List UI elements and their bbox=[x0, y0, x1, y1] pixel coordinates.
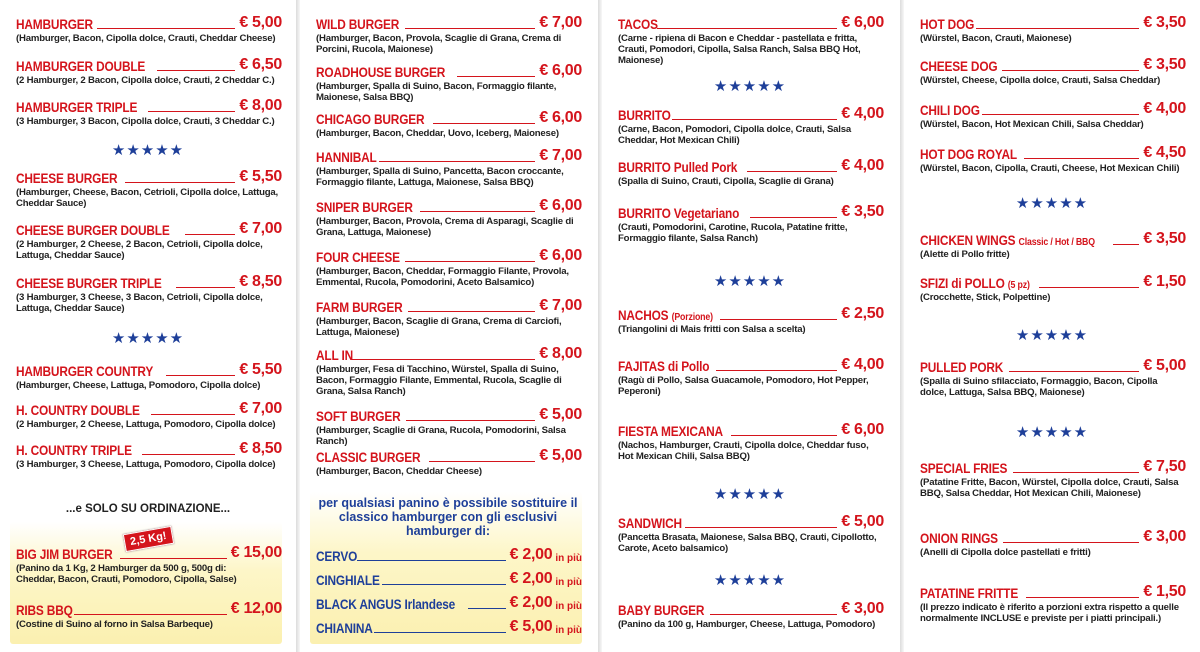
item-description: (3 Hamburger, 3 Cheese, Lattuga, Pomodoro, Cipolla dolce) bbox=[16, 459, 276, 470]
item-price: € 6,00 bbox=[841, 14, 884, 31]
leader-line bbox=[468, 608, 506, 609]
item-description: (Panino da 100 g, Hamburger, Cheese, Lattuga, Pomodoro) bbox=[618, 619, 876, 630]
item-description: (Würstel, Cheese, Cipolla dolce, Crauti, Salsa Cheddar) bbox=[920, 75, 1161, 86]
item-description: (Hamburger, Bacon, Cheddar, Uovo, Iceberg, Maionese) bbox=[316, 128, 559, 139]
leader-line bbox=[151, 414, 236, 415]
menu-item bbox=[16, 97, 282, 127]
menu-item bbox=[316, 62, 582, 103]
item-price: € 6,00 bbox=[539, 197, 582, 214]
leader-line bbox=[672, 119, 837, 120]
leader-line bbox=[176, 287, 236, 288]
menu-item bbox=[618, 203, 884, 244]
leader-line bbox=[405, 261, 535, 262]
substitute-price: € 2,00 bbox=[509, 546, 553, 563]
item-name: FIESTA MEXICANA bbox=[618, 424, 723, 439]
item-description: (Hamburger, Bacon, Scaglie di Grana, Crema di Carciofi, Lattuga, Maionese) bbox=[316, 316, 562, 338]
menu-item bbox=[920, 14, 1186, 44]
leader-line bbox=[166, 375, 235, 376]
item-name: HANNIBAL bbox=[316, 150, 377, 165]
substitute-item bbox=[316, 618, 582, 636]
item-price: € 1,50 bbox=[1143, 273, 1186, 290]
item-name: ALL IN bbox=[316, 348, 354, 363]
leader-line bbox=[429, 461, 536, 462]
leader-line bbox=[1002, 70, 1139, 71]
leader-line bbox=[720, 319, 838, 320]
item-description: (Hamburger, Scaglie di Grana, Rucola, Pomodorini, Salsa Ranch) bbox=[316, 425, 566, 447]
item-name: HAMBURGER TRIPLE bbox=[16, 100, 138, 115]
menu-column-special-burgers bbox=[300, 0, 596, 652]
item-price: € 5,00 bbox=[539, 406, 582, 423]
item-price: € 2,50 bbox=[841, 305, 884, 322]
extra-suffix: in più bbox=[555, 577, 582, 588]
menu-item bbox=[920, 56, 1186, 86]
item-price: € 5,00 bbox=[539, 447, 582, 464]
item-price: € 7,00 bbox=[539, 147, 582, 164]
substitute-name: BLACK ANGUS Irlandese bbox=[316, 597, 456, 612]
item-name: ROADHOUSE BURGER bbox=[316, 65, 446, 80]
weight-badge: 2,5 Kg! bbox=[123, 526, 174, 552]
item-description: (Hamburger, Bacon, Cheddar Cheese) bbox=[316, 466, 482, 477]
item-description: (Alette di Pollo fritte) bbox=[920, 249, 1010, 260]
leader-line bbox=[1113, 244, 1140, 245]
item-name: CHICAGO BURGER bbox=[316, 112, 425, 127]
item-name-qualifier: Classic / Hot / BBQ bbox=[1018, 237, 1095, 248]
menu-item bbox=[16, 273, 282, 314]
item-description: (Carne, Bacon, Pomodori, Cipolla dolce, Crauti, Salsa Cheddar, Hot Mexican Chili) bbox=[618, 124, 852, 146]
leader-line bbox=[1003, 542, 1140, 543]
item-name: CHEESE DOG bbox=[920, 59, 998, 74]
item-description: (Würstel, Bacon, Crauti, Maionese) bbox=[920, 33, 1072, 44]
item-description: (Hamburger, Cheese, Bacon, Cetrioli, Cipolla dolce, Lattuga, Cheddar Sauce) bbox=[16, 187, 279, 209]
item-price: € 8,50 bbox=[239, 440, 282, 457]
leader-line bbox=[125, 182, 235, 183]
item-description: (Ragù di Pollo, Salsa Guacamole, Pomodoro, Hot Pepper, Peperoni) bbox=[618, 375, 869, 397]
menu-item bbox=[316, 147, 582, 188]
leader-line bbox=[1013, 472, 1139, 473]
item-name: SPECIAL FRIES bbox=[920, 461, 1008, 476]
item-description: (Hamburger, Bacon, Provola, Scaglie di Grana, Crema di Porcini, Rucola, Maionese) bbox=[316, 33, 562, 55]
menu-item bbox=[618, 513, 884, 554]
item-description: (Hamburger, Bacon, Cheddar, Formaggio Filante, Provola, Emmental, Rucola, Pomodorini, Aceto Balsamico) bbox=[316, 266, 569, 288]
menu-item bbox=[16, 544, 282, 585]
stars-divider: ★★★★★ bbox=[713, 486, 787, 503]
item-description: (Il prezzo indicato è riferito a porzioni extra rispetto a quelle normalmente INCLUSE e previste per i piatti principali.) bbox=[920, 602, 1179, 624]
substitute-item bbox=[316, 570, 582, 588]
leader-line bbox=[357, 560, 506, 561]
menu-item bbox=[920, 528, 1186, 558]
leader-line bbox=[379, 161, 535, 162]
item-description: (2 Hamburger, 2 Cheese, Lattuga, Pomodoro, Cipolla dolce) bbox=[16, 419, 276, 430]
item-price: € 15,00 bbox=[230, 544, 282, 561]
item-description: (Spalla di Suino, Crauti, Cipolla, Scaglie di Grana) bbox=[618, 176, 834, 187]
menu-item bbox=[316, 297, 582, 338]
menu-item bbox=[618, 356, 884, 397]
item-description: (2 Hamburger, 2 Cheese, 2 Bacon, Cetrioli, Cipolla dolce, Lattuga, Cheddar Sauce) bbox=[16, 239, 263, 261]
item-name-qualifier: (5 pz) bbox=[1007, 280, 1030, 291]
item-price: € 7,50 bbox=[1143, 458, 1186, 475]
leader-line bbox=[710, 614, 837, 615]
leader-line bbox=[405, 28, 536, 29]
menu-item bbox=[618, 14, 884, 66]
item-price: € 6,00 bbox=[539, 247, 582, 264]
item-name: CHILI DOG bbox=[920, 103, 980, 118]
item-name: CHEESE BURGER TRIPLE bbox=[16, 276, 162, 291]
substitute-name: CINGHIALE bbox=[316, 573, 380, 588]
item-price: € 8,50 bbox=[239, 273, 282, 290]
menu-item bbox=[316, 345, 582, 397]
substitute-price: € 2,00 bbox=[509, 594, 553, 611]
leader-line bbox=[142, 454, 236, 455]
item-price: € 5,50 bbox=[239, 168, 282, 185]
leader-line bbox=[976, 28, 1140, 29]
item-description: (2 Hamburger, 2 Bacon, Cipolla dolce, Crauti, 2 Cheddar C.) bbox=[16, 75, 275, 86]
item-description: (Hamburger, Spalla di Suino, Bacon, Formaggio filante, Maionese, Salsa BBQ) bbox=[316, 81, 557, 103]
item-price: € 4,00 bbox=[1143, 100, 1186, 117]
menu-item bbox=[920, 273, 1186, 303]
leader-line bbox=[747, 171, 837, 172]
menu-item bbox=[920, 144, 1186, 174]
item-description: (Hamburger, Spalla di Suino, Pancetta, Bacon croccante, Formaggio filante, Lattuga, Maionese, Salsa BBQ) bbox=[316, 166, 564, 188]
item-description: (Patatine Fritte, Bacon, Würstel, Cipolla dolce, Crauti, Salsa BBQ, Salsa Cheddar, Hot Mexican Chili, Maionese) bbox=[920, 477, 1179, 499]
item-description: (3 Hamburger, 3 Bacon, Cipolla dolce, Crauti, 3 Cheddar C.) bbox=[16, 116, 275, 127]
item-name: H. COUNTRY TRIPLE bbox=[16, 443, 132, 458]
stars-divider: ★★★★★ bbox=[1015, 195, 1089, 212]
menu-item bbox=[920, 230, 1186, 260]
stars-divider: ★★★★★ bbox=[111, 142, 185, 159]
leader-line bbox=[457, 76, 536, 77]
item-name: SANDWICH bbox=[618, 516, 682, 531]
item-name: BABY BURGER bbox=[618, 603, 705, 618]
leader-line bbox=[74, 614, 226, 615]
item-name: PULLED PORK bbox=[920, 360, 1004, 375]
item-name-main: CHICKEN WINGS bbox=[920, 233, 1016, 248]
item-price: € 3,00 bbox=[1143, 528, 1186, 545]
item-price: € 5,00 bbox=[841, 513, 884, 530]
menu-item bbox=[618, 105, 884, 146]
stars-divider: ★★★★★ bbox=[1015, 327, 1089, 344]
leader-line bbox=[408, 311, 535, 312]
item-description: (Crocchette, Stick, Polpettine) bbox=[920, 292, 1051, 303]
menu-item bbox=[618, 421, 884, 462]
item-name: H. COUNTRY DOUBLE bbox=[16, 403, 140, 418]
menu-item bbox=[16, 400, 282, 430]
menu-item bbox=[316, 406, 582, 447]
item-name: HAMBURGER DOUBLE bbox=[16, 59, 146, 74]
stars-divider: ★★★★★ bbox=[713, 273, 787, 290]
menu-item bbox=[16, 600, 282, 630]
menu-item bbox=[920, 583, 1186, 624]
item-price: € 4,00 bbox=[841, 356, 884, 373]
leader-line bbox=[1024, 158, 1139, 159]
item-description: (Würstel, Bacon, Cipolla, Crauti, Cheese, Hot Mexican Chili) bbox=[920, 163, 1180, 174]
item-price: € 3,50 bbox=[841, 203, 884, 220]
menu-item bbox=[618, 157, 884, 187]
item-price: € 1,50 bbox=[1143, 583, 1186, 600]
leader-line bbox=[185, 234, 236, 235]
substitute-price: € 5,00 bbox=[509, 618, 553, 635]
stars-divider: ★★★★★ bbox=[111, 330, 185, 347]
menu-item bbox=[920, 458, 1186, 499]
item-price: € 7,00 bbox=[539, 297, 582, 314]
item-name: WILD BURGER bbox=[316, 17, 400, 32]
menu-column-hotdogs-sides bbox=[904, 0, 1200, 652]
menu-item bbox=[16, 168, 282, 209]
leader-line bbox=[716, 370, 838, 371]
item-price: € 4,00 bbox=[841, 105, 884, 122]
item-price: € 7,00 bbox=[539, 14, 582, 31]
leader-line bbox=[420, 211, 535, 212]
item-name: HOT DOG ROYAL bbox=[920, 147, 1017, 162]
leader-line bbox=[750, 217, 838, 218]
leader-line bbox=[1009, 371, 1140, 372]
item-name: TACOS bbox=[618, 17, 658, 32]
item-name: HAMBURGER COUNTRY bbox=[16, 364, 154, 379]
leader-line bbox=[374, 632, 505, 633]
item-name: RIBS BBQ bbox=[16, 603, 73, 618]
item-price: € 6,50 bbox=[239, 56, 282, 73]
item-description: (Hamburger, Bacon, Provola, Crema di Asparagi, Scaglie di Grana, Lattuga, Maionese) bbox=[316, 216, 574, 238]
item-description: (Hamburger, Fesa di Tacchino, Würstel, Spalla di Suino, Bacon, Formaggio Filante, Emmental, Rucola, Scaglie di Grana, Salsa Ranch) bbox=[316, 364, 562, 397]
stars-divider: ★★★★★ bbox=[713, 78, 787, 95]
extra-suffix: in più bbox=[555, 625, 582, 636]
item-price: € 6,00 bbox=[539, 62, 582, 79]
item-name bbox=[618, 308, 713, 323]
item-name: HOT DOG bbox=[920, 17, 975, 32]
item-description: (Hamburger, Cheese, Lattuga, Pomodoro, Cipolla dolce) bbox=[16, 380, 261, 391]
leader-line bbox=[1039, 287, 1140, 288]
item-name: BIG JIM BURGER bbox=[16, 547, 113, 562]
item-price: € 3,00 bbox=[841, 600, 884, 617]
item-price: € 8,00 bbox=[239, 97, 282, 114]
leader-line bbox=[657, 28, 837, 29]
extra-suffix: in più bbox=[555, 601, 582, 612]
item-description: (Spalla di Suino sfilacciato, Formaggio, Bacon, Cipolla dolce, Lattuga, Salsa BBQ, Maionese) bbox=[920, 376, 1158, 398]
substitute-name: CERVO bbox=[316, 549, 358, 564]
item-description: (Pancetta Brasata, Maionese, Salsa BBQ, Crauti, Cipollotto, Carote, Aceto balsamico) bbox=[618, 532, 877, 554]
item-description: (Nachos, Hamburger, Crauti, Cipolla dolce, Cheddar fuso, Hot Mexican Chili, Salsa BBQ) bbox=[618, 440, 869, 462]
item-description: (Hamburger, Bacon, Cipolla dolce, Crauti, Cheddar Cheese) bbox=[16, 33, 276, 44]
substitution-note: per qualsiasi panino è possibile sostituire il classico hamburger con gli esclusivi hamburger di: bbox=[318, 496, 578, 538]
item-name bbox=[920, 276, 1030, 291]
substitute-item bbox=[316, 594, 582, 612]
item-name: SNIPER BURGER bbox=[316, 200, 413, 215]
item-description: (Crauti, Pomodorini, Carotine, Rucola, Patatine fritte, Formaggio filante, Salsa Ranch) bbox=[618, 222, 848, 244]
item-price: € 8,00 bbox=[539, 345, 582, 362]
menu-item bbox=[16, 220, 282, 261]
item-name bbox=[920, 233, 1095, 248]
item-price: € 4,50 bbox=[1143, 144, 1186, 161]
menu-item bbox=[316, 247, 582, 288]
leader-line bbox=[97, 28, 235, 29]
item-name: FAJITAS di Pollo bbox=[618, 359, 710, 374]
substitute-name: CHIANINA bbox=[316, 621, 373, 636]
stars-divider: ★★★★★ bbox=[1015, 424, 1089, 441]
menu-item bbox=[16, 440, 282, 470]
menu-item bbox=[316, 447, 582, 477]
item-description: (Costine di Suino al forno in Salsa Barbeque) bbox=[16, 619, 213, 630]
item-price: € 3,50 bbox=[1143, 230, 1186, 247]
menu-item bbox=[316, 109, 582, 139]
item-description: (Anelli di Cipolla dolce pastellati e fritti) bbox=[920, 547, 1091, 558]
item-name: BURRITO Vegetariano bbox=[618, 206, 740, 221]
item-name: FOUR CHEESE bbox=[316, 250, 400, 265]
item-price: € 5,00 bbox=[239, 14, 282, 31]
item-name: CHEESE BURGER bbox=[16, 171, 118, 186]
item-name: SOFT BURGER bbox=[316, 409, 401, 424]
item-price: € 6,00 bbox=[539, 109, 582, 126]
leader-line bbox=[382, 584, 505, 585]
item-description: (Würstel, Bacon, Hot Mexican Chili, Salsa Cheddar) bbox=[920, 119, 1144, 130]
menu-column-burgers bbox=[0, 0, 296, 652]
leader-line bbox=[1026, 597, 1140, 598]
leader-line bbox=[148, 111, 236, 112]
item-name: CHEESE BURGER DOUBLE bbox=[16, 223, 170, 238]
menu-item bbox=[16, 14, 282, 44]
item-name-main: SFIZI di POLLO bbox=[920, 276, 1005, 291]
item-description: (Triangolini di Mais fritti con Salsa a scelta) bbox=[618, 324, 806, 335]
item-name: FARM BURGER bbox=[316, 300, 403, 315]
menu-item bbox=[16, 56, 282, 86]
leader-line bbox=[982, 114, 1139, 115]
item-price: € 3,50 bbox=[1143, 14, 1186, 31]
menu-item bbox=[920, 100, 1186, 130]
item-price: € 5,00 bbox=[1143, 357, 1186, 374]
menu-item bbox=[316, 14, 582, 55]
menu-item bbox=[316, 197, 582, 238]
leader-line bbox=[685, 527, 838, 528]
item-price: € 12,00 bbox=[230, 600, 282, 617]
item-name: HAMBURGER bbox=[16, 17, 93, 32]
leader-line bbox=[352, 359, 535, 360]
extra-suffix: in più bbox=[555, 553, 582, 564]
item-name: PATATINE FRITTE bbox=[920, 586, 1019, 601]
menu-item bbox=[920, 357, 1186, 398]
item-description: (Panino da 1 Kg, 2 Hamburger da 500 g, 500g di: Cheddar, Bacon, Crauti, Pomodoro, Cipolla, Salse) bbox=[16, 563, 237, 585]
item-price: € 7,00 bbox=[239, 220, 282, 237]
item-name: BURRITO Pulled Pork bbox=[618, 160, 738, 175]
menu-item bbox=[618, 305, 884, 335]
leader-line bbox=[731, 435, 837, 436]
item-price: € 6,00 bbox=[841, 421, 884, 438]
item-name: ONION RINGS bbox=[920, 531, 998, 546]
item-name-main: NACHOS bbox=[618, 308, 669, 323]
item-description: (3 Hamburger, 3 Cheese, 3 Bacon, Cetrioli, Cipolla dolce, Lattuga, Cheddar Sauce) bbox=[16, 292, 263, 314]
leader-line bbox=[120, 558, 227, 559]
substitute-price: € 2,00 bbox=[509, 570, 553, 587]
menu-column-mexican bbox=[602, 0, 898, 652]
item-price: € 5,50 bbox=[239, 361, 282, 378]
item-price: € 7,00 bbox=[239, 400, 282, 417]
leader-line bbox=[433, 123, 535, 124]
item-name-qualifier: (Porzione) bbox=[671, 312, 713, 323]
item-description: (Carne - ripiena di Bacon e Cheddar - pastellata e fritta, Crauti, Pomodori, Cipolla, Salsa Ranch, Salsa BBQ Hot, Maionese) bbox=[618, 33, 861, 66]
item-price: € 4,00 bbox=[841, 157, 884, 174]
substitute-item bbox=[316, 546, 582, 564]
leader-line bbox=[157, 70, 236, 71]
menu-item bbox=[618, 600, 884, 630]
item-price: € 3,50 bbox=[1143, 56, 1186, 73]
item-name: CLASSIC BURGER bbox=[316, 450, 421, 465]
item-name: BURRITO bbox=[618, 108, 671, 123]
order-note: ...e SOLO SU ORDINAZIONE... bbox=[65, 503, 231, 515]
leader-line bbox=[406, 420, 535, 421]
stars-divider: ★★★★★ bbox=[713, 572, 787, 589]
menu-item bbox=[16, 361, 282, 391]
